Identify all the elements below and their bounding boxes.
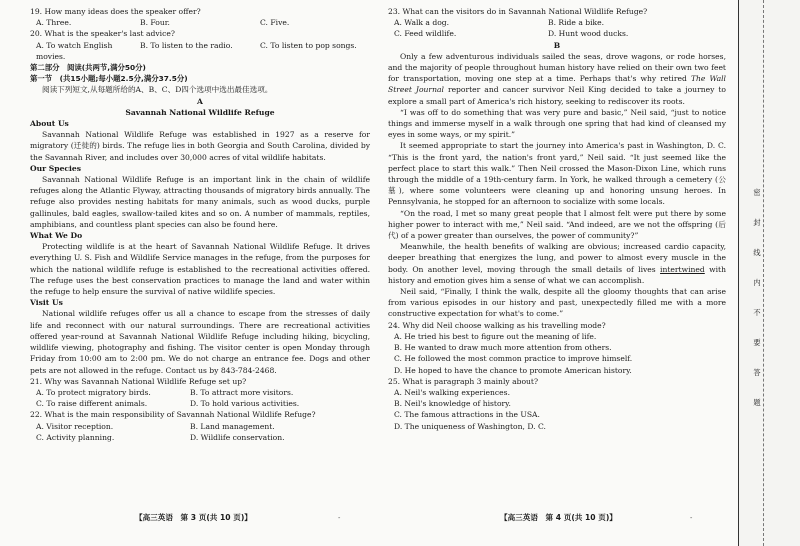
paragraph-5-end: with history and emotion gives him a sense of what we can accomplish. xyxy=(388,264,726,285)
binding-margin xyxy=(738,0,800,546)
underlined-word: intertwined xyxy=(660,264,705,274)
option: A. Three. xyxy=(36,18,72,28)
section-visit-heading: Visit Us xyxy=(30,298,63,308)
question-24: 24. Why did Neil choose walking as his travelling mode? xyxy=(388,320,606,330)
page-footer-left: 【高三英语 第 3 页(共 10 页)】 xyxy=(135,513,252,522)
paragraph-6: Neil said, “Finally, I think the walk, despite all the gloomy thoughts that can arise from various episodes in our history and past, unexpectedly filled me with a more constructive expectation for what's to come.” xyxy=(388,287,726,319)
option: B. To listen to the radio. xyxy=(140,40,233,50)
passage-title: Savannah National Wildlife Refuge xyxy=(125,107,275,117)
paragraph-2: “I was off to do something that was very pure and basic,” Neil said, “just to notice things and immerse myself in a walk through one spring that had kind of cleansed my eyes in some ways, or my spirit.” xyxy=(388,107,726,140)
paragraph-1-start: Only a few adventurous individuals sailed the seas, drove wagons, or rode horses, and the majority of people throughout human history have relied on their own two feet for transportation, moving one step at a time. Perhaps that's why retired xyxy=(388,51,726,84)
paragraph-3: It seemed appropriate to start the journey into America's past in Washington, D. C. “This is the front yard, the nation's front yard,” Neil said. “It just seemed like the perfect place to start this walk.” Then Neil crossed the Mason-Dixon Line, which runs through the middle of a 19th-century farm. In York, he walked through a cemetery (公墓), where some volunteers were cleaning up and honoring unsung heroes. In Pennsylvania, he stopped for an afternoon to socialize with some locals. xyxy=(388,141,726,207)
passage-letter: A xyxy=(197,96,203,106)
option: A. To protect migratory birds. xyxy=(36,387,151,397)
passage-letter: B xyxy=(553,40,561,50)
paragraph-visit: National wildlife refuges offer us all a chance to escape from the stresses of daily life and reconnect with our natural surroundings. There are recreational activities offered year-round at Savannah National Wildlife Refuge including hiking, bicycling, wildlife viewing, photography and fishing. The visitor center is open Monday through Friday from 10:00 am to 2:00 pm. We do not charge an entrance fee. Dogs and other pets are not allowed in the refuge. Contact us by 843-784-2468. xyxy=(30,309,370,375)
option: D. Hunt wood ducks. xyxy=(548,29,629,39)
question-21: 21. Why was Savannah National Wildlife Refuge set up? xyxy=(30,376,247,386)
question-19-options xyxy=(30,17,370,28)
section-about-heading: About Us xyxy=(30,119,69,129)
option: A. Neil's walking experiences. xyxy=(394,387,510,397)
question-22-options-row1 xyxy=(30,421,370,432)
question-25: 25. What is paragraph 3 mainly about? xyxy=(388,376,539,386)
paragraph-species: Savannah National Wildlife Refuge is an important link in the chain of wildlife refuges along the Atlantic Flyway, attracting thousands of migratory birds annually. The refuge also provides nesting habitats for many animals, such as wood ducks, purple gallinules, bald eagles, swallow-tailed kites and so on. A number of mammals, reptiles, amphibians, and countless plant species can also be found here. xyxy=(30,175,370,229)
paragraph-do: Protecting wildlife is at the heart of Savannah National Wildlife Refuge. It drives everything U. S. Fish and Wildlife Service manages in the refuge, from the purposes for which the national wildlife refuge is established to the recreational activities offered. The refuge uses the best conservation practices to manage the land and water within the refuge to help ensure the survival of native wildlife species. xyxy=(30,242,370,297)
newspaper-name: The Wall Street Journal xyxy=(388,74,726,95)
question-23: 23. What can the visitors do in Savannah National Wildlife Refuge? xyxy=(388,7,648,16)
option: C. Feed wildlife. xyxy=(394,29,457,39)
question-22: 22. What is the main responsibility of Savannah National Wildlife Refuge? xyxy=(30,410,316,420)
option: B. Four. xyxy=(140,18,170,28)
footer-dash: - xyxy=(690,514,693,522)
option: D. To hold various activities. xyxy=(190,399,300,409)
option: C. Activity planning. xyxy=(36,432,115,442)
paragraph-5-start: Meanwhile, the health benefits of walking are obvious; increased cardio capacity, deeper breathing that energizes the lung, and power to almost every muscle in the body. On another level, moving through the small details of lives xyxy=(388,242,726,274)
question-20: 20. What is the speaker's last advice? xyxy=(30,29,175,39)
question-21-options-row2 xyxy=(30,398,370,409)
section-one-heading: 第一节 (共15小题;每小题2.5分,满分37.5分) xyxy=(30,74,188,84)
option: C. To listen to pop songs. xyxy=(260,40,357,50)
option: C. He followed the most common practice to improve himself. xyxy=(394,354,633,364)
right-column xyxy=(388,6,726,432)
option: D. He hoped to have the chance to promote American history. xyxy=(394,365,632,375)
question-21-options-row1 xyxy=(30,387,370,398)
option: D. The uniqueness of Washington, D. C. xyxy=(394,421,546,431)
paragraph-1 xyxy=(388,51,726,107)
option: A. To watch English movies. xyxy=(36,40,113,61)
question-23-options-row1 xyxy=(388,17,726,28)
option: A. He tried his best to figure out the meaning of life. xyxy=(394,331,597,341)
footer-dash: - xyxy=(338,514,341,522)
option: B. Land management. xyxy=(190,421,275,431)
part-two-heading: 第二部分 阅读(共两节,满分50分) xyxy=(30,63,146,73)
paragraph-4: “On the road, I met so many great people that I almost felt were put there by some higher power to interact with me,” Neil said. “And indeed, are we not the offspring (后代) of a power greater than ourselves, the power of community?” xyxy=(388,208,726,241)
paragraph-5 xyxy=(388,241,726,286)
option: B. Ride a bike. xyxy=(548,18,605,28)
option: D. Wildlife conservation. xyxy=(190,432,285,442)
section-do-heading: What We Do xyxy=(30,231,83,241)
question-22-options-row2 xyxy=(30,432,370,443)
question-19: 19. How many ideas does the speaker offer? xyxy=(30,7,201,16)
option: B. He wanted to draw much more attention from others. xyxy=(394,343,612,353)
seal-line xyxy=(763,0,777,546)
question-20-options xyxy=(30,40,370,62)
paragraph-1-end: reporter and cancer survivor Neil King decided to take a journey to explore a small part of America's rich history, seeking to rediscover its roots. xyxy=(388,85,726,106)
section-species-heading: Our Species xyxy=(30,163,82,173)
question-23-options-row2 xyxy=(388,28,726,39)
left-column xyxy=(30,6,370,443)
instructions: 阅读下列短文,从每题所给的A、B、C、D四个选项中选出最佳选项。 xyxy=(42,85,273,95)
option: A. Visitor reception. xyxy=(36,421,114,431)
option: B. To attract more visitors. xyxy=(190,387,294,397)
option: C. The famous attractions in the USA. xyxy=(394,410,540,420)
binding-notice: 密封线内不要答题 xyxy=(753,188,761,407)
option: C. Five. xyxy=(260,18,290,28)
option: C. To raise different animals. xyxy=(36,399,148,409)
paragraph-about: Savannah National Wildlife Refuge was established in 1927 as a reserve for migratory (迁徙的) birds. The refuge lies in both Georgia and South Carolina, divided by the Savannah River, and includes over 30,000 acres of vital wildlife habitats. xyxy=(30,130,370,162)
page-footer-right: 【高三英语 第 4 页(共 10 页)】 xyxy=(500,513,617,522)
option: B. Neil's knowledge of history. xyxy=(394,399,511,409)
option: A. Walk a dog. xyxy=(394,18,450,28)
